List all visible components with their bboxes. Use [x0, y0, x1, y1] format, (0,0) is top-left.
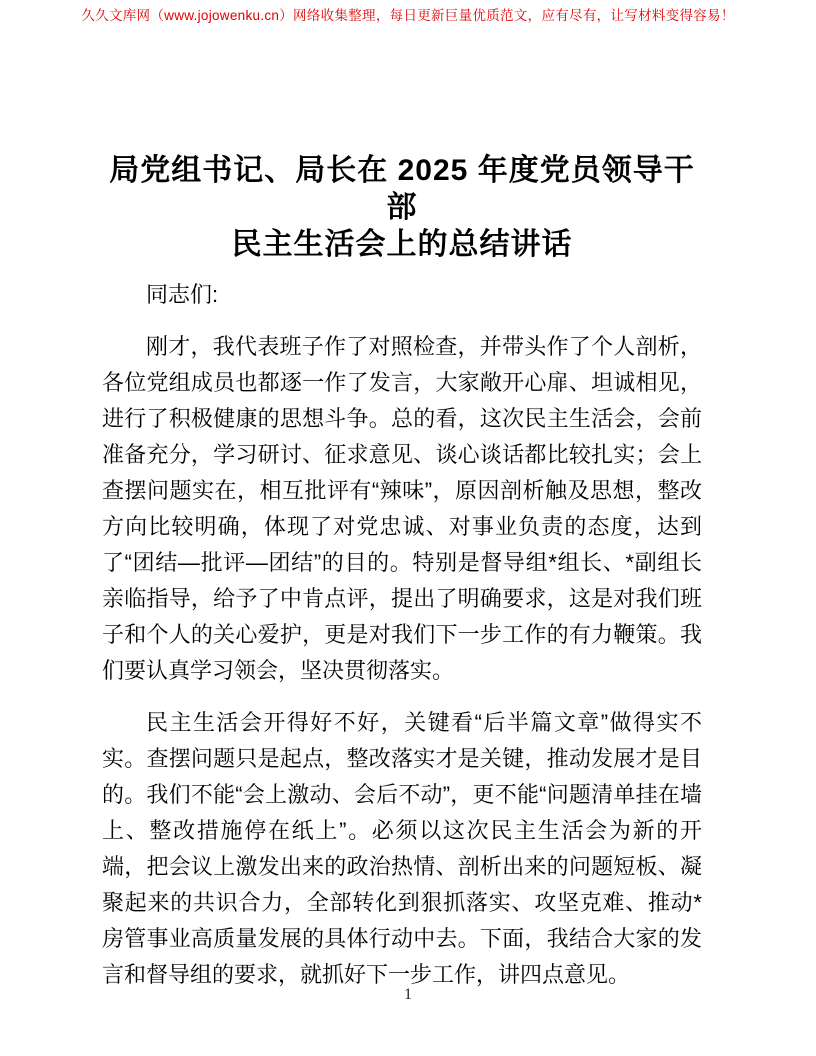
header-notice: 久久文库网（www.jojowenku.cn）网络收集整理，每日更新巨量优质范文，应有尽有，让写材料变得容易！: [81, 8, 735, 23]
document-title-line-2: 民主生活会上的总结讲话: [231, 228, 573, 261]
body-paragraph-2: 民主生活会开得好不好，关键看“后半篇文章”做得实不实。查摆问题只是起点，整改落实才是关键，推动发展才是目的。我们不能“会上激动、会后不动”，更不能“问题清单挂在墙上、整改措施停在纸上”。必须以这次民主生活会为新的开端，把会议上激发出来的政治热情、剖析出来的问题短板、凝聚起来的共识合力，全部转化到狠抓落实、攻坚克难、推动*房管事业高质量发展的具体行动中去。下面，我结合大家的发言和督导组的要求，就抓好下一步工作，讲四点意见。: [102, 710, 702, 987]
page-number: 1: [404, 986, 412, 1003]
document-title: [102, 152, 702, 263]
document-body: [102, 0, 702, 993]
document-title-line-1: 局党组书记、局长在 2025 年度党员领导干部: [109, 154, 695, 224]
salutation: 同志们:: [146, 282, 219, 307]
body-paragraph-1: 刚才，我代表班子作了对照检查，并带头作了个人剖析，各位党组成员也都逐一作了发言，大家敞开心扉、坦诚相见，进行了积极健康的思想斗争。总的看，这次民主生活会，会前准备充分，学习研讨、征求意见、谈心谈话都比较扎实；会上查摆问题实在，相互批评有“辣味”，原因剖析触及思想，整改方向比较明确，体现了对党忠诚、对事业负责的态度，达到了“团结—批评—团结”的目的。特别是督导组*组长、*副组长亲临指导，给予了中肯点评，提出了明确要求，这是对我们班子和个人的关心爱护，更是对我们下一步工作的有力鞭策。我们要认真学习领会，坚决贯彻落实。: [102, 334, 702, 683]
